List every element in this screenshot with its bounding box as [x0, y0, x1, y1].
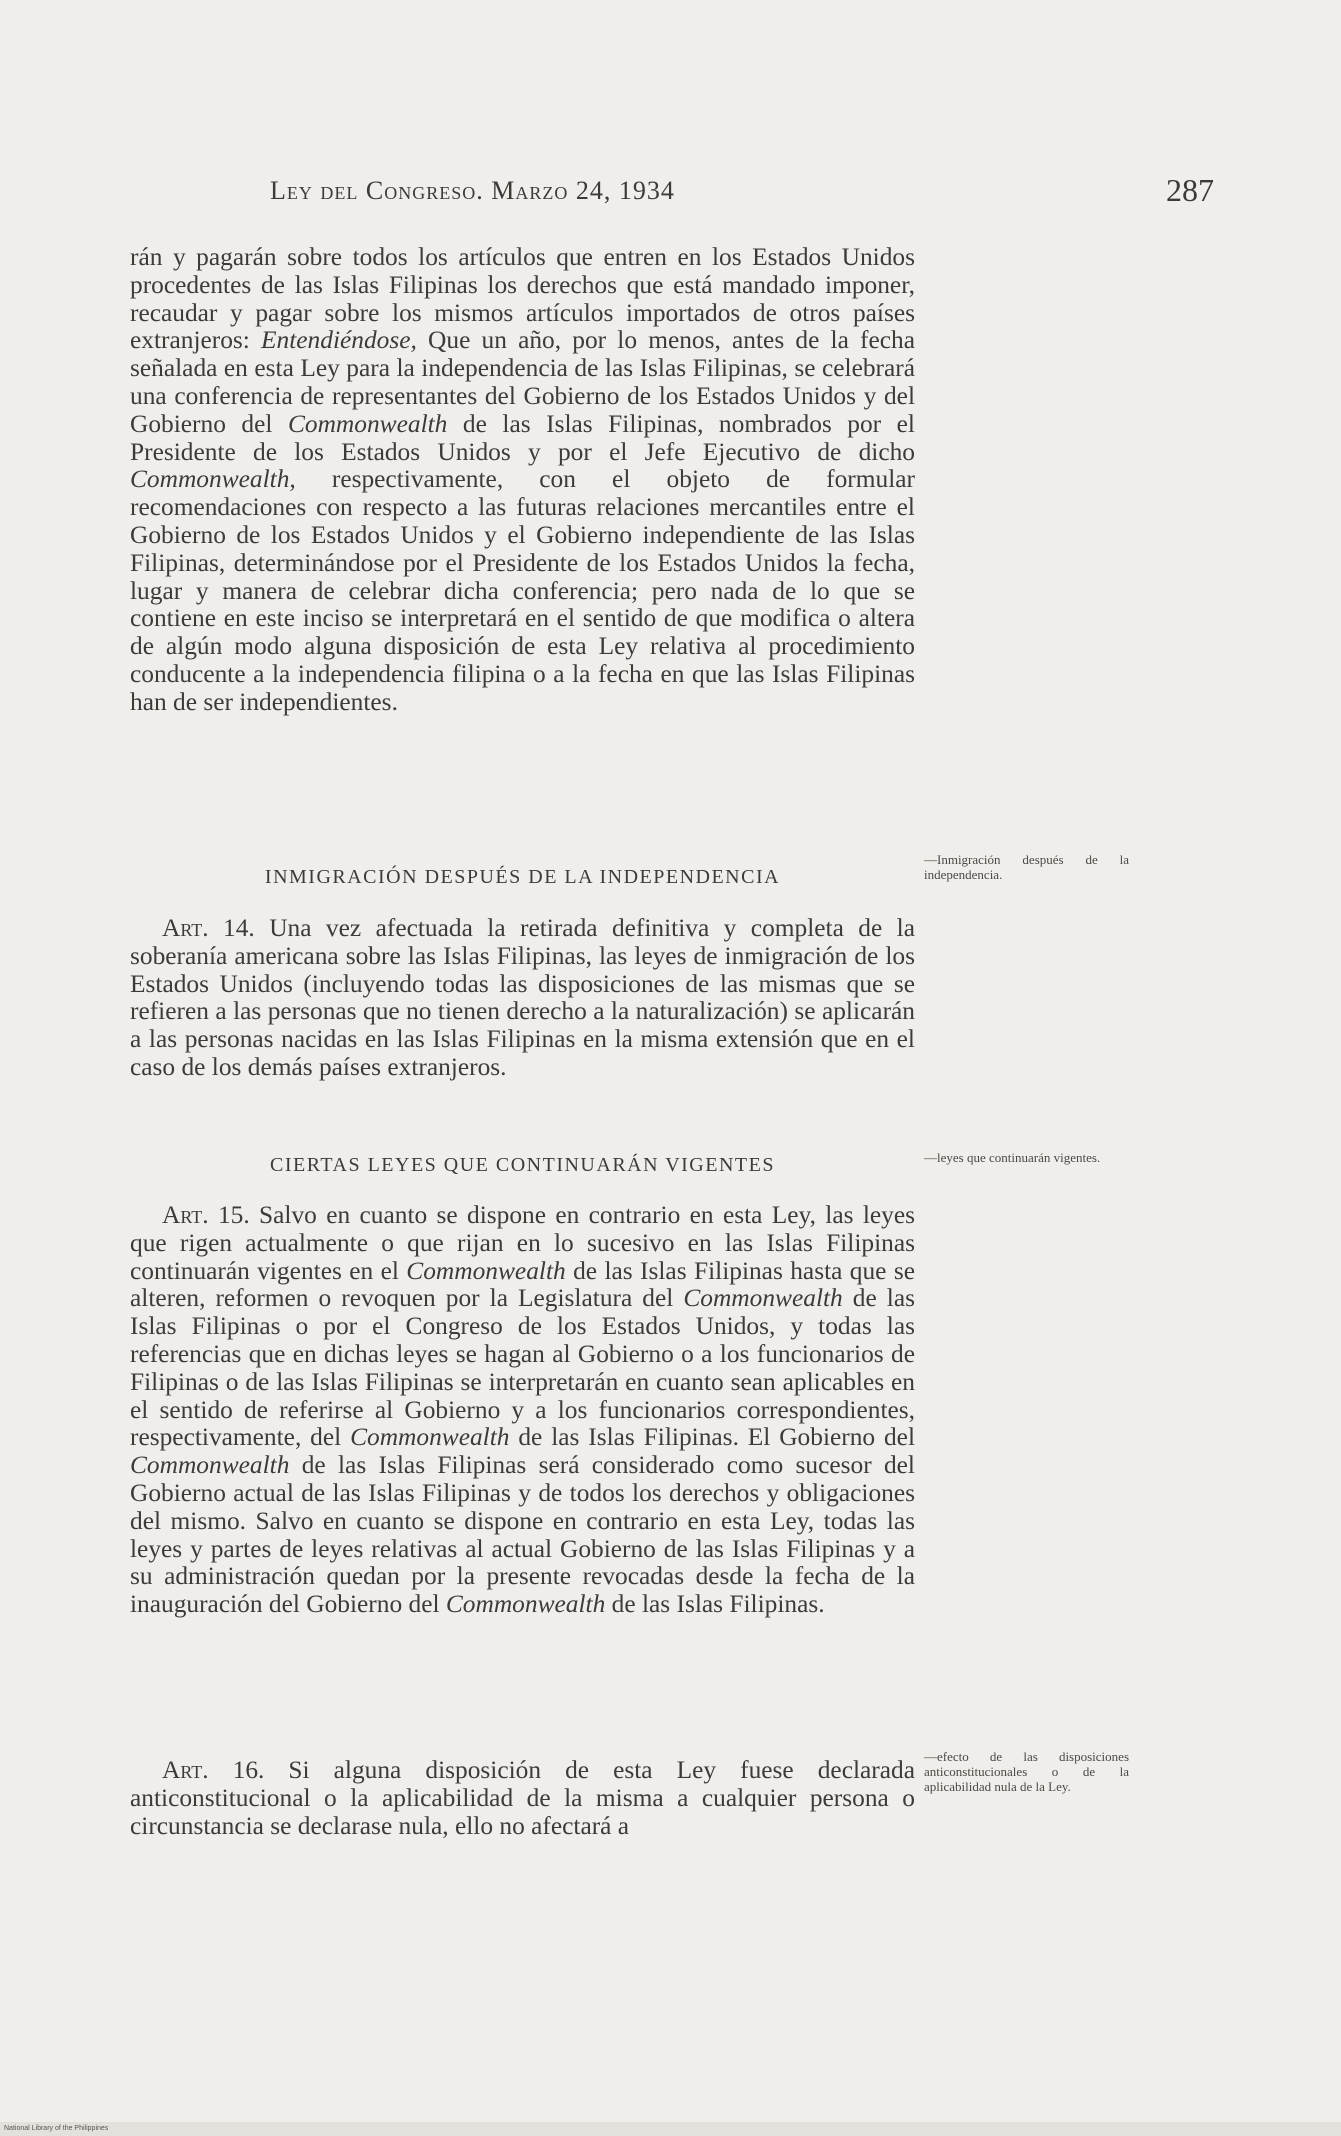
running-head: Ley del Congreso. Marzo 24, 1934	[270, 176, 675, 205]
article-15-text-1: Salvo en cuanto se dispone en contrario en esta Ley, las leyes que rigen actualmente o que rijan en lo sucesivo en las Islas Filipinas continuarán vigentes en el	[130, 1201, 915, 1285]
article-15-text-5: de las Islas Filipinas será considerado como sucesor del Gobierno actual de las Islas Filipinas y de todos los derechos y obligaciones del mismo. Salvo en cuanto se dispone en contrario en esta Ley, todas las leyes y partes de leyes relativas al actual Gobierno de las Islas Filipinas y a su administración quedan por la presente revocadas desde la fecha de la inauguración del Gobierno del	[130, 1451, 915, 1619]
section-heading-laws-in-force: CIERTAS LEYES QUE CONTINUARÁN VIGENTES	[270, 1154, 775, 1176]
margin-note-laws-in-force: —leyes que continuarán vigentes.	[924, 1150, 1101, 1165]
commonwealth-term: Commonwealth,	[130, 465, 296, 494]
continuation-text-3: de las Islas Filipinas, nombrados por el Presidente de los Estados Unidos y por el Jefe Ejecutivo de dicho	[130, 409, 915, 466]
commonwealth-term: Commonwealth	[683, 1284, 843, 1313]
continuation-text-2: Que un año, por lo menos, antes de la fecha señalada en esta Ley para la independencia de las Islas Filipinas, se celebrará una conferencia de representantes del Gobierno de los Estados Unidos y del Gobierno del	[130, 326, 915, 438]
section-heading-immigration: INMIGRACIÓN DESPUÉS DE LA INDEPENDENCIA	[264, 866, 781, 888]
article-15-text-4: de las Islas Filipinas. El Gobierno del	[509, 1423, 916, 1452]
article-15-text-3: de las Islas Filipinas o por el Congreso de los Estados Unidos, y todas las referencias que en dichas leyes se hagan al Gobierno o a los funcionarios de Filipinas o de las Islas Filipinas se interpretarán en cuanto sean aplicables en el sentido de referirse al Gobierno y a los funcionarios correspondientes, respectivamente, del	[130, 1284, 915, 1452]
article-14-text: Una vez afectuada la retirada definitiva y completa de la soberanía americana sobre las Islas Filipinas, las leyes de inmigración de los Estados Unidos (incluyendo todas las disposiciones de las mismas que se refieren a las personas que no tienen derecho a la naturalización) se aplicarán a las personas nacidas en las Islas Filipinas en la misma extensión que en el caso de los demás países extranjeros.	[130, 914, 915, 1081]
article-14	[130, 915, 915, 1082]
article-16	[130, 1757, 915, 1840]
article-15-text-2: de las Islas Filipinas hasta que se alteren, reformen o revoquen por la Legislatura del	[130, 1256, 915, 1313]
continuation-paragraph	[130, 244, 915, 717]
commonwealth-term: Commonwealth	[445, 1590, 606, 1619]
margin-note-unconstitutional: —efecto de las disposiciones anticonstitucionales o de la aplicabilidad nula de la Ley.	[924, 1749, 1129, 1794]
article-label: Art. 16.	[162, 1756, 265, 1784]
proviso-word: Entendiéndose,	[261, 326, 417, 355]
article-16-text: Si alguna disposición de esta Ley fuese declarada anticonstitucional o la aplicabilidad de la misma a cualquier persona o circunstancia se declarase nula, ello no afectará a	[130, 1756, 915, 1840]
commonwealth-term: Commonwealth	[350, 1423, 510, 1452]
scan-credit-strip	[0, 2122, 1341, 2136]
article-15-text-6: de las Islas Filipinas.	[605, 1590, 825, 1619]
continuation-text-4: respectivamente, con el objeto de formular recomendaciones con respecto a las futuras relaciones mercantiles entre el Gobierno de los Estados Unidos y el Gobierno independiente de las Islas Filipinas, determinándose por el Presidente de los Estados Unidos la fecha, lugar y manera de celebrar dicha conferencia; pero nada de lo que se contiene en este inciso se interpretará en el sentido de que modifica o altera de algún modo alguna disposición de esta Ley relativa al procedimiento conducente a la independencia filipina o a la fecha en que las Islas Filipinas han de ser independientes.	[130, 465, 915, 716]
article-label: Art. 15.	[162, 1201, 250, 1229]
continuation-text-1: rán y pagarán sobre todos los artículos que entren en los Estados Unidos procedentes de las Islas Filipinas los derechos que está mandado imponer, recaudar y pagar sobre los mismos artículos importados de otros países extranjeros:	[130, 243, 915, 355]
commonwealth-term: Commonwealth	[130, 1451, 290, 1480]
page-number: 287	[1166, 172, 1214, 208]
article-15	[130, 1202, 915, 1619]
commonwealth-term: Commonwealth	[406, 1256, 566, 1285]
scan-credit: National Library of the Philippines	[4, 2125, 109, 2132]
commonwealth-term: Commonwealth	[287, 409, 448, 438]
margin-note-immigration: —Inmigración después de la independencia.	[924, 852, 1129, 882]
article-label: Art. 14.	[162, 914, 255, 942]
